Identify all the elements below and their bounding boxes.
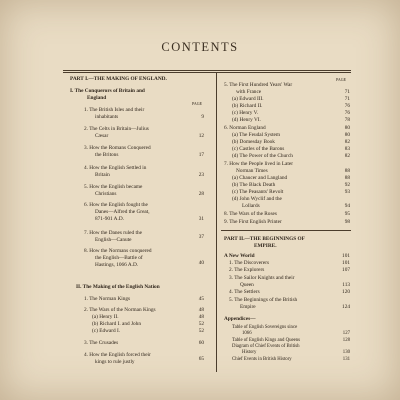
page-number: 17 xyxy=(198,152,204,158)
page-number: 52 xyxy=(198,328,204,334)
toc-subentry: (c) Edward I. xyxy=(92,328,121,334)
section-heading: A New World xyxy=(224,253,255,259)
page-number: 76 xyxy=(344,103,350,109)
page-number: 88 xyxy=(344,168,350,174)
page-header: PAGE xyxy=(192,101,203,106)
appendices-heading: Appendices— xyxy=(224,316,256,322)
page-number: 83 xyxy=(344,146,350,152)
page-number: 80 xyxy=(344,132,350,138)
toc-entry-cont: Norman Times xyxy=(236,168,268,174)
page-number: 45 xyxy=(198,296,204,302)
toc-entry-cont: Queen xyxy=(240,282,254,288)
page-number: 94 xyxy=(344,203,350,209)
page-number: 28 xyxy=(198,191,204,197)
appendix-entry: Table of English Kings and Queens xyxy=(232,338,301,343)
page-number: 101 xyxy=(342,253,350,259)
page-number: 65 xyxy=(198,356,204,362)
page-number: 48 xyxy=(198,314,204,320)
toc-entry: 2. The Celts in Britain—Julius xyxy=(84,126,149,132)
toc-subentry: (b) Domesday Book xyxy=(232,139,275,145)
toc-entry: 5. The First Hundred Years' War xyxy=(224,82,293,88)
page-number: 82 xyxy=(344,139,350,145)
appendix-entry-cont: History xyxy=(242,350,257,355)
toc-entry-cont: inhabitants xyxy=(95,114,119,120)
page-number: 128 xyxy=(342,338,350,343)
toc-subentry: (c) The Peasants' Revolt xyxy=(232,189,284,195)
toc-entry: 2. The Explorers xyxy=(229,267,265,273)
toc-subentry: (b) Richard I. and John xyxy=(92,321,141,327)
page-number: 107 xyxy=(342,267,350,273)
page-number: 82 xyxy=(344,153,350,159)
page-number: 80 xyxy=(344,125,350,131)
toc-entry: 3. How the Romans Conquered xyxy=(84,145,151,151)
toc-entry: 1. The Norman Kings xyxy=(84,296,131,302)
page-number: 23 xyxy=(198,172,204,178)
page-number: 131 xyxy=(342,357,350,362)
page-number: 60 xyxy=(198,340,204,346)
part-heading-cont: EMPIRE. xyxy=(254,243,277,249)
page-number: 78 xyxy=(344,117,350,123)
toc-entry: 2. The Wars of the Norman Kings xyxy=(84,307,156,313)
page-number: 71 xyxy=(344,96,350,102)
section-rule xyxy=(221,230,351,231)
toc-entry: 5. How the English became xyxy=(84,184,143,190)
page-number: 95 xyxy=(344,211,350,217)
section-heading: I. The Conquerors of Britain and xyxy=(70,88,145,94)
toc-entry: 6. Norman England xyxy=(224,125,266,131)
page-title: CONTENTS xyxy=(161,40,239,54)
toc-subentry: (c) Henry V. xyxy=(232,110,259,116)
toc-entry: 5. The Beginnings of the British xyxy=(229,297,298,303)
page-number: 71 xyxy=(344,89,350,95)
page-number: 98 xyxy=(344,219,350,225)
toc-entry-cont: the English—Battle of xyxy=(95,255,143,261)
toc-entry-cont: 871-901 A.D. xyxy=(95,216,124,222)
page-number: 52 xyxy=(198,321,204,327)
page-number: 92 xyxy=(344,182,350,188)
toc-entry-cont: Cæsar xyxy=(95,133,109,139)
toc-subentry: (c) Castles of the Barons xyxy=(232,146,285,152)
toc-entry: 4. The Settlers xyxy=(229,289,260,295)
toc-entry: 9. The First English Printer xyxy=(224,219,282,225)
page-number: 76 xyxy=(344,110,350,116)
toc-entry: 8. The Wars of the Roses xyxy=(224,211,277,217)
section-heading: II. The Making of the English Nation xyxy=(76,284,160,290)
page-number: 127 xyxy=(342,331,350,336)
toc-entry: 3. The Crusades xyxy=(84,340,119,346)
toc-entry: 7. How the Danes ruled the xyxy=(84,230,142,236)
page-number: 48 xyxy=(198,307,204,313)
page-number: 113 xyxy=(342,282,350,288)
appendix-entry: Diagram of Chief Events of British xyxy=(232,344,300,349)
toc-entry: 4. How the English forced their xyxy=(84,352,151,358)
toc-subentry: (d) The Power of the Church xyxy=(232,153,293,159)
toc-subentry: (a) The Feudal System xyxy=(232,132,281,138)
toc-subentry-cont: Lollards xyxy=(242,203,260,209)
toc-subentry: (d) John Wyclif and the xyxy=(232,196,282,202)
toc-subentry: (b) Richard II. xyxy=(232,103,263,109)
toc-subentry: (a) Henry II. xyxy=(92,314,119,320)
appendix-entry: Chief Events in British History xyxy=(232,357,292,362)
part-heading: PART I.—THE MAKING OF ENGLAND. xyxy=(70,76,167,82)
page-number: 93 xyxy=(344,189,350,195)
toc-entry-cont: kings to rule justly xyxy=(95,359,135,365)
toc-entry-cont: Britain xyxy=(95,172,110,178)
toc-subentry: (b) The Black Death xyxy=(232,182,276,188)
toc-entry-cont: with France xyxy=(236,89,262,95)
toc-entry: 7. How the People lived in Later xyxy=(224,161,293,167)
page-header: PAGE xyxy=(336,77,347,82)
page-number: 101 xyxy=(342,260,350,266)
page-number: 124 xyxy=(342,304,350,310)
toc-entry-cont: Danes—Alfred the Great, xyxy=(95,209,150,215)
toc-entry: 1. The Discoverers xyxy=(229,260,270,266)
page-number: 40 xyxy=(198,260,204,266)
toc-subentry: (d) Henry VI. xyxy=(232,117,261,123)
toc-entry: 8. How the Normans conquered xyxy=(84,248,152,254)
section-heading-cont: England xyxy=(87,95,107,101)
appendix-entry-cont: 1066 xyxy=(242,331,252,336)
toc-entry: 1. The British Isles and their xyxy=(84,107,145,113)
part-heading: PART II.—THE BEGINNINGS OF xyxy=(224,236,305,242)
toc-entry-cont: English—Canute xyxy=(95,237,132,243)
toc-subentry: (a) Chaucer and Langland xyxy=(232,175,288,181)
toc-entry-cont: Christians xyxy=(95,191,117,197)
page-number: 88 xyxy=(344,175,350,181)
page-number: 12 xyxy=(198,133,204,139)
appendix-entry: Table of English Sovereigns since xyxy=(232,325,298,330)
page-number: 37 xyxy=(198,234,204,240)
page-number: 130 xyxy=(342,350,350,355)
page-number: 120 xyxy=(342,289,350,295)
toc-entry-cont: Hastings, 1066 A.D. xyxy=(95,262,139,268)
page-number: 31 xyxy=(198,216,204,222)
toc-entry-cont: the Britons xyxy=(95,152,119,158)
toc-subentry: (a) Edward III. xyxy=(232,96,264,102)
toc-entry: 6. How the English fought the xyxy=(84,202,148,208)
toc-entry: 3. The Sailor Knights and their xyxy=(229,275,295,281)
page-number: 9 xyxy=(201,114,204,120)
toc-entry-cont: Empire xyxy=(240,304,256,310)
toc-entry: 4. How the English Settled in xyxy=(84,165,147,171)
